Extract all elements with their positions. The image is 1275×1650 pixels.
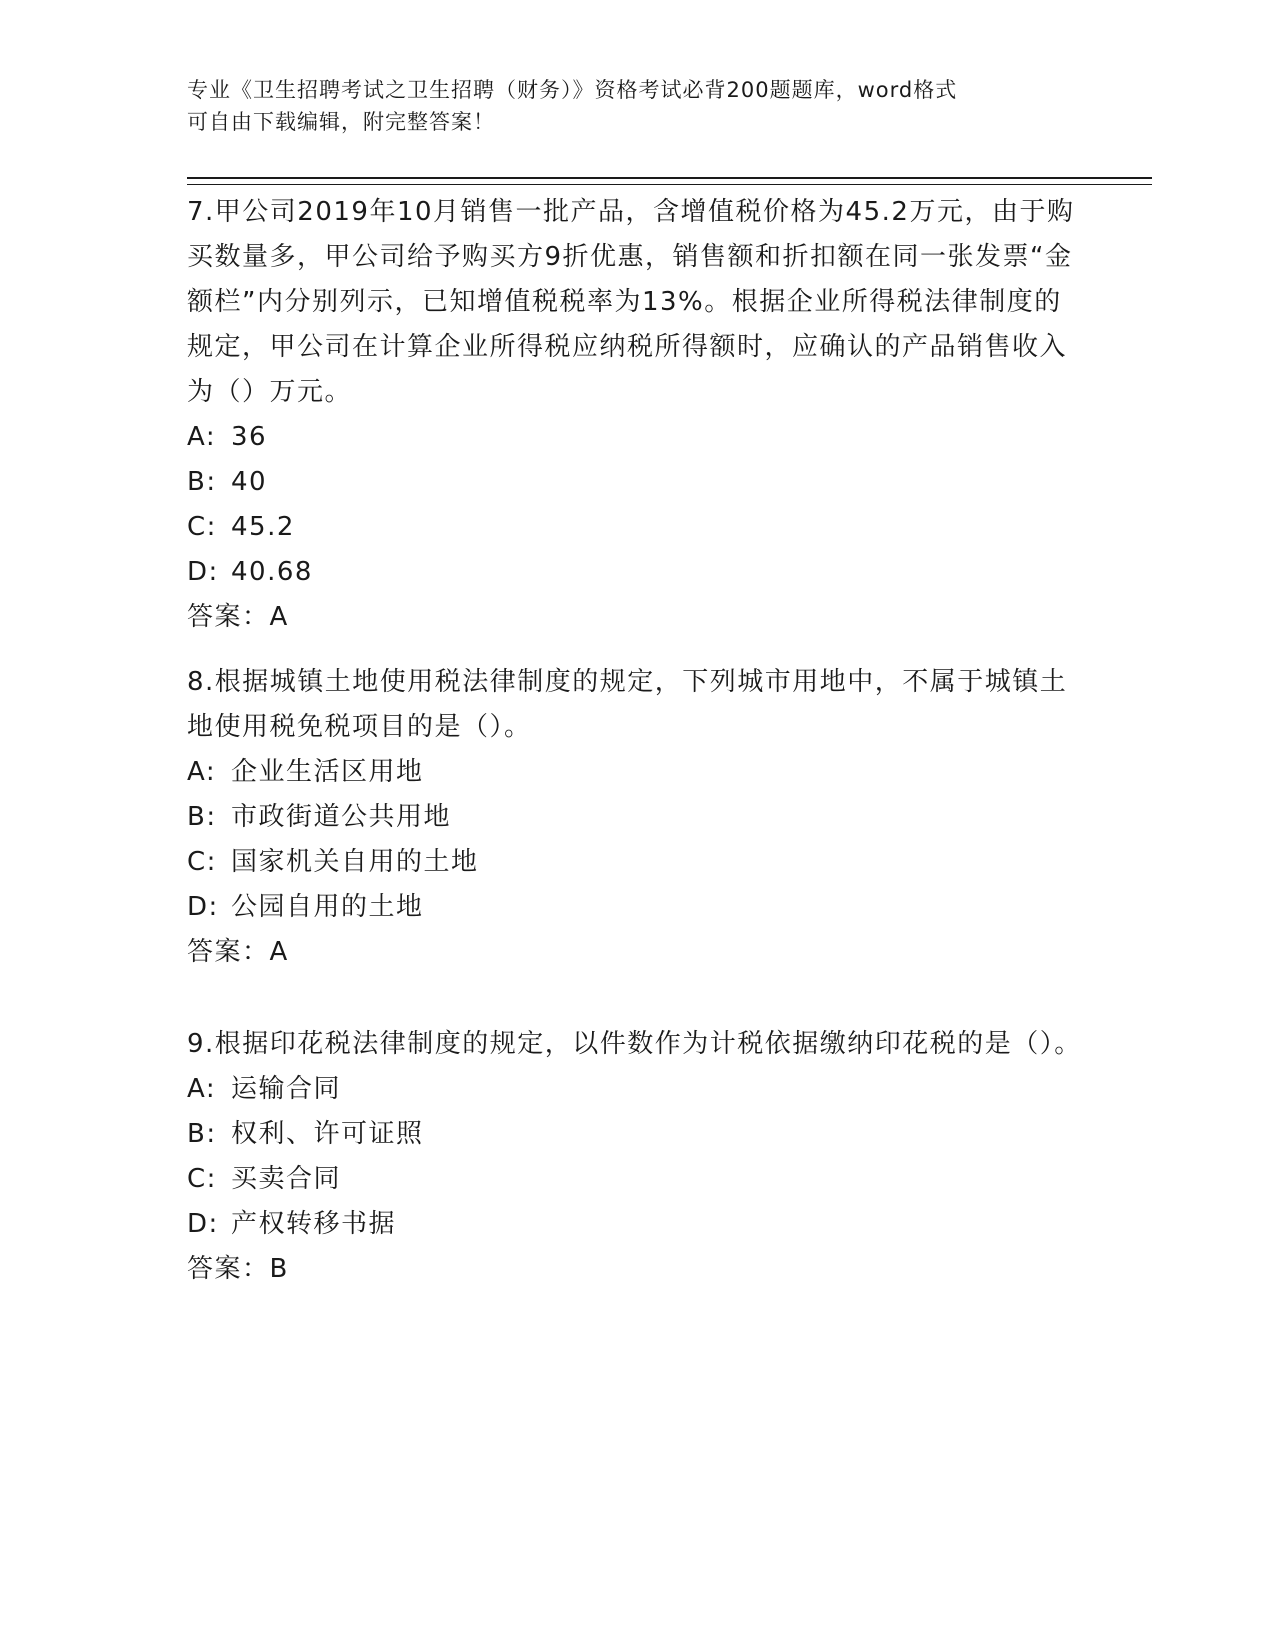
option-text: 权利、许可证照 xyxy=(231,1119,424,1149)
option-text: 企业生活区用地 xyxy=(231,757,424,787)
answer: 答案：A xyxy=(187,602,289,632)
option-a xyxy=(187,750,1087,795)
option-text: 市政街道公共用地 xyxy=(231,802,452,832)
question-7 xyxy=(187,190,1087,640)
option-letter: D: xyxy=(187,1209,219,1239)
option-d xyxy=(187,885,1087,930)
option-letter: A: xyxy=(187,757,217,787)
question-8 xyxy=(187,660,1087,975)
option-letter: C: xyxy=(187,847,217,877)
option-c xyxy=(187,505,1087,550)
question-stem: 9.根据印花税法律制度的规定，以件数作为计税依据缴纳印花税的是（）。 xyxy=(187,1029,1082,1059)
option-a xyxy=(187,1067,1087,1112)
option-text: 公园自用的土地 xyxy=(231,892,424,922)
option-text: 40.68 xyxy=(231,557,313,587)
option-letter: B: xyxy=(187,802,217,832)
option-letter: C: xyxy=(187,1164,217,1194)
option-b xyxy=(187,795,1087,840)
option-b xyxy=(187,460,1087,505)
option-letter: B: xyxy=(187,1119,217,1149)
option-a xyxy=(187,415,1087,460)
option-letter: A: xyxy=(187,1074,217,1104)
option-letter: B: xyxy=(187,467,217,497)
option-letter: D: xyxy=(187,892,219,922)
option-letter: C: xyxy=(187,512,217,542)
option-b xyxy=(187,1112,1087,1157)
option-text: 运输合同 xyxy=(231,1074,342,1104)
option-d xyxy=(187,1202,1087,1247)
option-text: 买卖合同 xyxy=(231,1164,342,1194)
question-stem: 7.甲公司2019年10月销售一批产品，含增值税价格为45.2万元，由于购买数量多，甲公司给予购买方9折优惠，销售额和折扣额在同一张发票“金额栏”内分别列示，已知增值税税率为13%。根据企业所得税法律制度的规定，甲公司在计算企业所得税应纳税所得额时，应确认的产品销售收入为（）万元。 xyxy=(187,197,1075,407)
option-text: 40 xyxy=(231,467,268,497)
question-stem: 8.根据城镇土地使用税法律制度的规定，下列城市用地中，不属于城镇土地使用税免税项目的是（）。 xyxy=(187,667,1068,742)
header-line-2: 可自由下载编辑，附完整答案！ xyxy=(187,110,495,134)
answer: 答案：B xyxy=(187,1254,289,1284)
option-text: 国家机关自用的土地 xyxy=(231,847,479,877)
option-c xyxy=(187,1157,1087,1202)
question-9 xyxy=(187,1022,1087,1292)
option-text: 45.2 xyxy=(231,512,295,542)
document-header xyxy=(187,74,1087,138)
answer: 答案：A xyxy=(187,937,289,967)
option-letter: A: xyxy=(187,422,217,452)
option-c xyxy=(187,840,1087,885)
option-d xyxy=(187,550,1087,595)
option-text: 产权转移书据 xyxy=(231,1209,397,1239)
option-text: 36 xyxy=(231,422,268,452)
header-line-1: 专业《卫生招聘考试之卫生招聘（财务）》资格考试必背200题题库，word格式 xyxy=(187,78,958,102)
option-letter: D: xyxy=(187,557,219,587)
header-divider xyxy=(187,177,1152,185)
